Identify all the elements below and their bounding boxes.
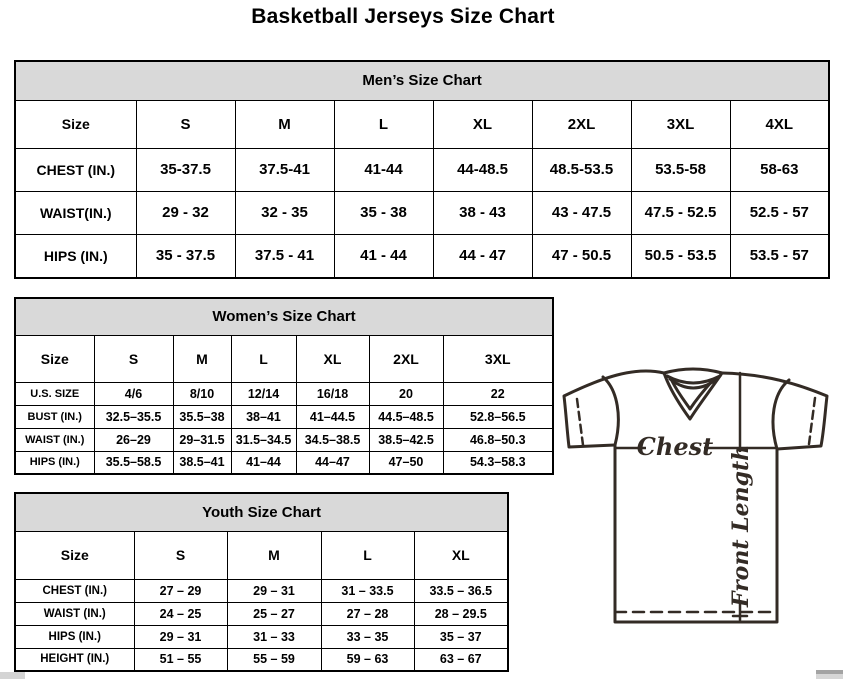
cell: 43 - 47.5	[532, 191, 631, 234]
size-cell: S	[94, 335, 173, 382]
size-cell: 3XL	[631, 100, 730, 148]
table-row	[15, 648, 508, 671]
cell: 34.5–38.5	[296, 428, 369, 451]
cell: 20	[369, 382, 443, 405]
cell: 12/14	[231, 382, 296, 405]
jersey-right-armhole-seam	[773, 380, 789, 449]
cell: 54.3–58.3	[443, 451, 553, 474]
womens-size-row	[15, 335, 553, 382]
table-row	[15, 382, 553, 405]
scrollbar-fragment-left[interactable]	[0, 672, 25, 679]
size-cell: M	[227, 531, 321, 579]
cell: 47.5 - 52.5	[631, 191, 730, 234]
cell: 27 – 28	[321, 602, 414, 625]
cell: 24 – 25	[134, 602, 227, 625]
size-cell: XL	[296, 335, 369, 382]
cell: 38.5–41	[173, 451, 231, 474]
womens-table-title: Women’s Size Chart	[15, 298, 553, 335]
cell: 31.5–34.5	[231, 428, 296, 451]
jersey-left-cuff-stitch	[577, 399, 583, 445]
cell: 33.5 – 36.5	[414, 579, 508, 602]
size-cell: 2XL	[532, 100, 631, 148]
mens-table-header	[15, 61, 829, 100]
size-cell: XL	[433, 100, 532, 148]
cell: 41–44.5	[296, 405, 369, 428]
table-row	[15, 625, 508, 648]
size-cell: L	[231, 335, 296, 382]
cell: 44.5–48.5	[369, 405, 443, 428]
table-row	[15, 579, 508, 602]
cell: 31 – 33	[227, 625, 321, 648]
cell: 35-37.5	[136, 148, 235, 191]
table-row	[15, 602, 508, 625]
scrollbar-fragment-right[interactable]	[816, 670, 843, 679]
size-cell: S	[136, 100, 235, 148]
row-label: WAIST(IN.)	[15, 191, 136, 234]
cell: 53.5-58	[631, 148, 730, 191]
cell: 4/6	[94, 382, 173, 405]
cell: 35 - 37.5	[136, 234, 235, 278]
cell: 52.8–56.5	[443, 405, 553, 428]
row-label: HIPS (IN.)	[15, 234, 136, 278]
front-length-label-group	[728, 445, 754, 608]
womens-size-table	[14, 297, 554, 475]
cell: 35 – 37	[414, 625, 508, 648]
womens-table-header	[15, 298, 553, 335]
cell: 25 – 27	[227, 602, 321, 625]
cell: 37.5 - 41	[235, 234, 334, 278]
size-cell: L	[334, 100, 433, 148]
cell: 38.5–42.5	[369, 428, 443, 451]
row-label: CHEST (IN.)	[15, 148, 136, 191]
mens-table-title: Men’s Size Chart	[15, 61, 829, 100]
page-title: Basketball Jerseys Size Chart	[251, 5, 555, 28]
youth-table-header	[15, 493, 508, 531]
cell: 41 - 44	[334, 234, 433, 278]
size-cell: 3XL	[443, 335, 553, 382]
cell: 28 – 29.5	[414, 602, 508, 625]
table-row	[15, 451, 553, 474]
cell: 8/10	[173, 382, 231, 405]
table-row	[15, 405, 553, 428]
mens-size-row	[15, 100, 829, 148]
cell: 16/18	[296, 382, 369, 405]
row-label: HIPS (IN.)	[15, 625, 134, 648]
cell: 32 - 35	[235, 191, 334, 234]
cell: 50.5 - 53.5	[631, 234, 730, 278]
cell: 44-48.5	[433, 148, 532, 191]
size-cell: 2XL	[369, 335, 443, 382]
row-label: WAIST (IN.)	[15, 602, 134, 625]
jersey-measurement-diagram	[556, 358, 840, 628]
cell: 33 – 35	[321, 625, 414, 648]
cell: 51 – 55	[134, 648, 227, 671]
cell: 35 - 38	[334, 191, 433, 234]
cell: 41–44	[231, 451, 296, 474]
table-row	[15, 234, 829, 278]
cell: 35.5–38	[173, 405, 231, 428]
cell: 37.5-41	[235, 148, 334, 191]
size-column-header: Size	[15, 531, 134, 579]
size-column-header: Size	[15, 100, 136, 148]
table-row	[15, 191, 829, 234]
cell: 53.5 - 57	[730, 234, 829, 278]
mens-size-table	[14, 60, 830, 279]
cell: 29–31.5	[173, 428, 231, 451]
cell: 44 - 47	[433, 234, 532, 278]
cell: 32.5–35.5	[94, 405, 173, 428]
cell: 38 - 43	[433, 191, 532, 234]
row-label: HIPS (IN.)	[15, 451, 94, 474]
cell: 27 – 29	[134, 579, 227, 602]
jersey-collar-top-edge	[664, 369, 722, 373]
cell: 46.8–50.3	[443, 428, 553, 451]
youth-size-row	[15, 531, 508, 579]
size-cell: M	[173, 335, 231, 382]
row-label: CHEST (IN.)	[15, 579, 134, 602]
youth-table-title: Youth Size Chart	[15, 493, 508, 531]
size-cell: M	[235, 100, 334, 148]
youth-size-table	[14, 492, 509, 672]
row-label: BUST (IN.)	[15, 405, 94, 428]
cell: 44–47	[296, 451, 369, 474]
size-cell: S	[134, 531, 227, 579]
cell: 29 - 32	[136, 191, 235, 234]
size-cell: 4XL	[730, 100, 829, 148]
cell: 47–50	[369, 451, 443, 474]
cell: 47 - 50.5	[532, 234, 631, 278]
row-label: U.S. SIZE	[15, 382, 94, 405]
chest-label: Chest	[636, 432, 714, 461]
cell: 35.5–58.5	[94, 451, 173, 474]
size-column-header: Size	[15, 335, 94, 382]
size-cell: XL	[414, 531, 508, 579]
jersey-left-armhole-seam	[603, 377, 618, 445]
cell: 48.5-53.5	[532, 148, 631, 191]
cell: 59 – 63	[321, 648, 414, 671]
row-label: WAIST (IN.)	[15, 428, 94, 451]
cell: 26–29	[94, 428, 173, 451]
chest-label-group	[637, 432, 713, 461]
cell: 38–41	[231, 405, 296, 428]
cell: 63 – 67	[414, 648, 508, 671]
size-cell: L	[321, 531, 414, 579]
row-label: HEIGHT (IN.)	[15, 648, 134, 671]
table-row	[15, 428, 553, 451]
cell: 58-63	[730, 148, 829, 191]
cell: 29 – 31	[227, 579, 321, 602]
front-length-label: Front Length	[728, 444, 754, 608]
cell: 22	[443, 382, 553, 405]
cell: 52.5 - 57	[730, 191, 829, 234]
cell: 55 – 59	[227, 648, 321, 671]
jersey-right-cuff-stitch	[809, 398, 815, 444]
cell: 41-44	[334, 148, 433, 191]
cell: 29 – 31	[134, 625, 227, 648]
cell: 31 – 33.5	[321, 579, 414, 602]
table-row	[15, 148, 829, 191]
